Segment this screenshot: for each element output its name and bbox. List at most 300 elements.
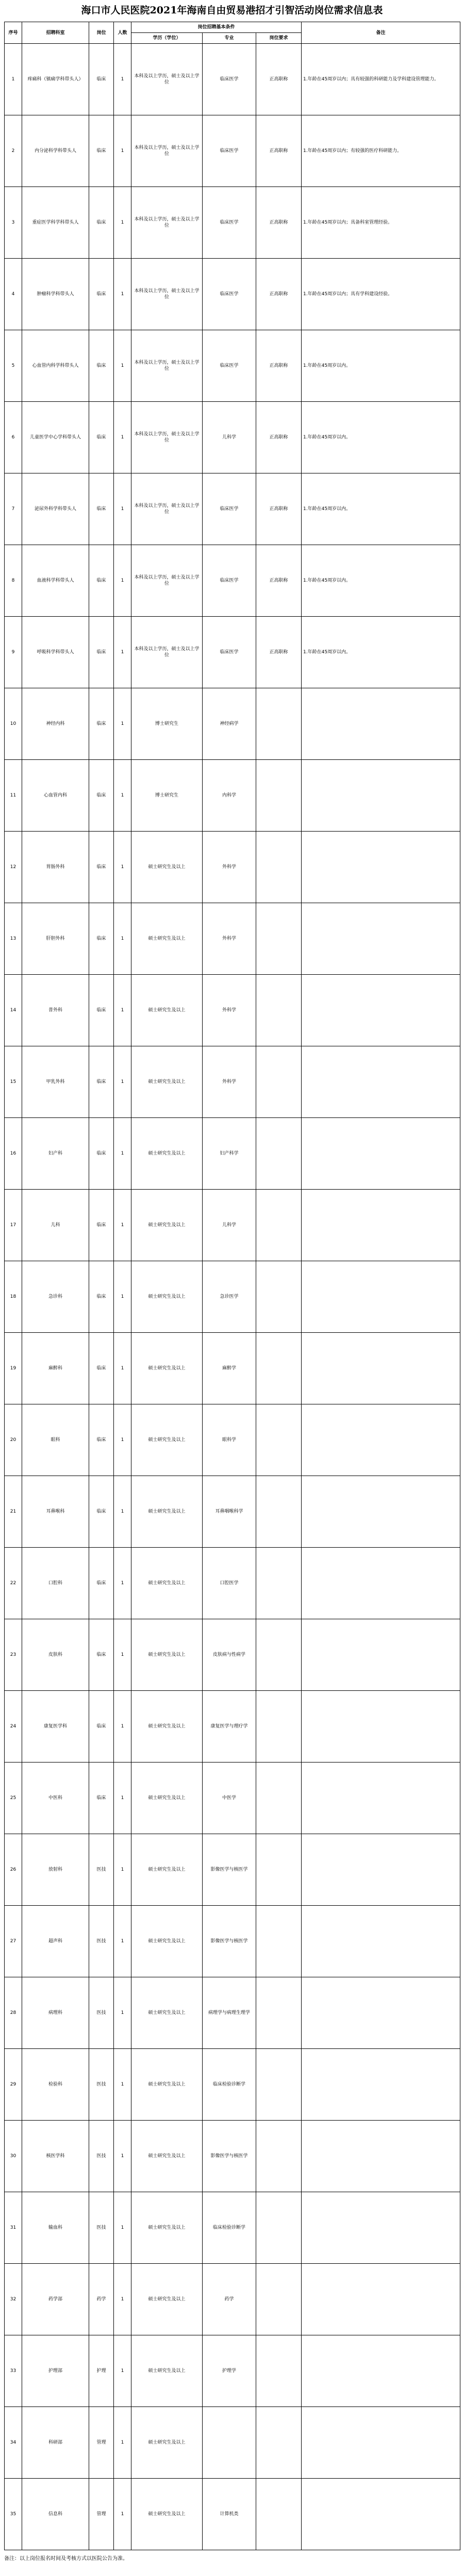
row-seq: 14 xyxy=(5,975,22,1046)
table-row xyxy=(5,2264,460,2335)
row-remark xyxy=(302,1261,460,1333)
table-row xyxy=(5,1190,460,1261)
row-seq: 22 xyxy=(5,1548,22,1619)
row-count: 1 xyxy=(114,1118,131,1190)
row-seq: 9 xyxy=(5,617,22,688)
row-dept: 病理科 xyxy=(22,1977,89,2049)
row-seq: 24 xyxy=(5,1691,22,1762)
row-count: 1 xyxy=(114,1691,131,1762)
row-seq: 17 xyxy=(5,1190,22,1261)
row-post: 临床 xyxy=(89,115,114,187)
row-remark xyxy=(302,1834,460,1906)
row-remark xyxy=(302,1190,460,1261)
row-post: 临床 xyxy=(89,1476,114,1548)
row-seq: 1 xyxy=(5,44,22,115)
row-education: 硕士研究生及以上 xyxy=(131,1834,203,1906)
header-group: 岗位招聘基本条件 xyxy=(131,22,302,33)
row-dept: 超声科 xyxy=(22,1906,89,1977)
row-major xyxy=(203,2407,256,2479)
header-remark: 备注 xyxy=(302,22,460,44)
row-major: 临床检验诊断学 xyxy=(203,2049,256,2121)
row-education: 硕士研究生及以上 xyxy=(131,1476,203,1548)
row-major: 临床检验诊断学 xyxy=(203,2192,256,2264)
row-post: 临床 xyxy=(89,402,114,473)
row-seq: 3 xyxy=(5,187,22,259)
row-count: 1 xyxy=(114,1404,131,1476)
row-education: 硕士研究生及以上 xyxy=(131,1691,203,1762)
row-post: 临床 xyxy=(89,617,114,688)
row-remark xyxy=(302,2049,460,2121)
row-remark: 1.年龄在45周岁以内；具有较强的科研能力及学科建设管理能力。 xyxy=(302,44,460,115)
table-row xyxy=(5,259,460,330)
row-seq: 31 xyxy=(5,2192,22,2264)
row-major: 神经病学 xyxy=(203,688,256,760)
row-remark xyxy=(302,2192,460,2264)
row-remark xyxy=(302,1333,460,1404)
table-row xyxy=(5,2049,460,2121)
row-seq: 19 xyxy=(5,1333,22,1404)
row-seq: 32 xyxy=(5,2264,22,2335)
header-seq: 序号 xyxy=(5,22,22,44)
row-dept: 中医科 xyxy=(22,1762,89,1834)
row-education: 硕士研究生及以上 xyxy=(131,1548,203,1619)
row-education: 硕士研究生及以上 xyxy=(131,1977,203,2049)
row-requirement xyxy=(256,975,302,1046)
row-major: 儿科学 xyxy=(203,402,256,473)
row-major: 药学 xyxy=(203,2264,256,2335)
row-education: 硕士研究生及以上 xyxy=(131,2121,203,2192)
row-education: 硕士研究生及以上 xyxy=(131,1906,203,1977)
table-row xyxy=(5,903,460,975)
table-row xyxy=(5,975,460,1046)
row-seq: 16 xyxy=(5,1118,22,1190)
table-row xyxy=(5,1333,460,1404)
row-count: 1 xyxy=(114,617,131,688)
row-education: 硕士研究生及以上 xyxy=(131,903,203,975)
row-requirement xyxy=(256,1834,302,1906)
table-row xyxy=(5,187,460,259)
row-requirement xyxy=(256,1691,302,1762)
row-education: 本科及以上学历，硕士及以上学位 xyxy=(131,473,203,545)
row-count: 1 xyxy=(114,2335,131,2407)
row-major: 临床医学 xyxy=(203,259,256,330)
row-count: 1 xyxy=(114,2479,131,2550)
row-major: 外科学 xyxy=(203,903,256,975)
table-row xyxy=(5,2121,460,2192)
row-seq: 23 xyxy=(5,1619,22,1691)
row-count: 1 xyxy=(114,115,131,187)
row-count: 1 xyxy=(114,545,131,617)
table-row xyxy=(5,1977,460,2049)
table-header-group-row xyxy=(5,22,460,33)
table-row xyxy=(5,2407,460,2479)
row-major: 内科学 xyxy=(203,760,256,832)
table-row xyxy=(5,2479,460,2550)
row-seq: 5 xyxy=(5,330,22,402)
row-count: 1 xyxy=(114,473,131,545)
row-requirement xyxy=(256,1906,302,1977)
row-dept: 肝胆外科 xyxy=(22,903,89,975)
row-remark xyxy=(302,1476,460,1548)
row-count: 1 xyxy=(114,2121,131,2192)
header-post: 岗位 xyxy=(89,22,114,44)
row-dept: 科研部 xyxy=(22,2407,89,2479)
row-education: 硕士研究生及以上 xyxy=(131,1261,203,1333)
row-post: 临床 xyxy=(89,330,114,402)
table-row xyxy=(5,1548,460,1619)
row-education: 本科及以上学历，硕士及以上学位 xyxy=(131,617,203,688)
row-count: 1 xyxy=(114,1476,131,1548)
row-post: 药学 xyxy=(89,2264,114,2335)
row-dept: 儿童医学中心学科带头人 xyxy=(22,402,89,473)
row-education: 硕士研究生及以上 xyxy=(131,1619,203,1691)
table-row xyxy=(5,1404,460,1476)
row-remark xyxy=(302,903,460,975)
row-dept: 重症医学科学科带头人 xyxy=(22,187,89,259)
table-row xyxy=(5,1046,460,1118)
row-post: 临床 xyxy=(89,1404,114,1476)
row-post: 临床 xyxy=(89,473,114,545)
row-dept: 耳鼻喉科 xyxy=(22,1476,89,1548)
row-post: 临床 xyxy=(89,1619,114,1691)
row-remark xyxy=(302,2335,460,2407)
row-count: 1 xyxy=(114,1762,131,1834)
table-row xyxy=(5,760,460,832)
row-seq: 18 xyxy=(5,1261,22,1333)
table-row xyxy=(5,473,460,545)
row-requirement xyxy=(256,2049,302,2121)
row-requirement xyxy=(256,760,302,832)
row-post: 临床 xyxy=(89,1046,114,1118)
row-requirement xyxy=(256,1476,302,1548)
row-education: 硕士研究生及以上 xyxy=(131,2049,203,2121)
row-count: 1 xyxy=(114,1333,131,1404)
row-post: 医技 xyxy=(89,2192,114,2264)
row-dept: 皮肤科 xyxy=(22,1619,89,1691)
row-post: 医技 xyxy=(89,1906,114,1977)
row-count: 1 xyxy=(114,1190,131,1261)
row-count: 1 xyxy=(114,44,131,115)
row-remark xyxy=(302,832,460,903)
row-requirement xyxy=(256,2192,302,2264)
row-remark xyxy=(302,1906,460,1977)
row-count: 1 xyxy=(114,259,131,330)
row-requirement: 正高职称 xyxy=(256,187,302,259)
row-major: 临床医学 xyxy=(203,473,256,545)
row-major: 口腔医学 xyxy=(203,1548,256,1619)
row-seq: 28 xyxy=(5,1977,22,2049)
row-remark xyxy=(302,1046,460,1118)
row-seq: 26 xyxy=(5,1834,22,1906)
row-dept: 肿瘤科学科带头人 xyxy=(22,259,89,330)
row-major: 临床医学 xyxy=(203,330,256,402)
row-requirement xyxy=(256,1118,302,1190)
table-row xyxy=(5,1619,460,1691)
row-remark xyxy=(302,1404,460,1476)
row-post: 临床 xyxy=(89,259,114,330)
row-seq: 8 xyxy=(5,545,22,617)
row-post: 管理 xyxy=(89,2479,114,2550)
row-requirement xyxy=(256,1977,302,2049)
row-education: 硕士研究生及以上 xyxy=(131,832,203,903)
table-row xyxy=(5,1261,460,1333)
row-dept: 泌尿外科学科带头人 xyxy=(22,473,89,545)
row-requirement xyxy=(256,1619,302,1691)
row-count: 1 xyxy=(114,187,131,259)
row-seq: 6 xyxy=(5,402,22,473)
row-education: 硕士研究生及以上 xyxy=(131,1762,203,1834)
row-post: 临床 xyxy=(89,688,114,760)
table-row xyxy=(5,402,460,473)
row-education: 硕士研究生及以上 xyxy=(131,975,203,1046)
row-major: 皮肤病与性病学 xyxy=(203,1619,256,1691)
row-remark xyxy=(302,1977,460,2049)
row-dept: 眼科 xyxy=(22,1404,89,1476)
row-seq: 35 xyxy=(5,2479,22,2550)
row-count: 1 xyxy=(114,1548,131,1619)
row-requirement xyxy=(256,1548,302,1619)
table-row xyxy=(5,1476,460,1548)
row-education: 硕士研究生及以上 xyxy=(131,1118,203,1190)
row-remark xyxy=(302,975,460,1046)
row-remark: 1.年龄在45周岁以内；具备科室管理经验。 xyxy=(302,187,460,259)
row-requirement xyxy=(256,2335,302,2407)
row-dept: 儿科 xyxy=(22,1190,89,1261)
row-education: 硕士研究生及以上 xyxy=(131,2479,203,2550)
row-seq: 10 xyxy=(5,688,22,760)
row-requirement: 正高职称 xyxy=(256,330,302,402)
table-row xyxy=(5,1691,460,1762)
row-dept: 内分泌科学科带头人 xyxy=(22,115,89,187)
row-remark xyxy=(302,2121,460,2192)
row-major: 耳鼻咽喉科学 xyxy=(203,1476,256,1548)
row-major: 影像医学与核医学 xyxy=(203,1834,256,1906)
row-requirement xyxy=(256,1762,302,1834)
row-dept: 心血管内科 xyxy=(22,760,89,832)
row-post: 临床 xyxy=(89,1548,114,1619)
row-post: 医技 xyxy=(89,2121,114,2192)
row-seq: 13 xyxy=(5,903,22,975)
row-education: 硕士研究生及以上 xyxy=(131,2264,203,2335)
row-education: 硕士研究生及以上 xyxy=(131,1190,203,1261)
row-dept: 麻醉科 xyxy=(22,1333,89,1404)
row-dept: 放射科 xyxy=(22,1834,89,1906)
row-count: 1 xyxy=(114,402,131,473)
row-dept: 普外科 xyxy=(22,975,89,1046)
row-seq: 11 xyxy=(5,760,22,832)
row-requirement xyxy=(256,2264,302,2335)
row-education: 本科及以上学历，硕士及以上学位 xyxy=(131,44,203,115)
row-education: 本科及以上学历，硕士及以上学位 xyxy=(131,259,203,330)
row-remark xyxy=(302,2264,460,2335)
table-row xyxy=(5,2192,460,2264)
row-post: 临床 xyxy=(89,1691,114,1762)
row-major: 临床医学 xyxy=(203,545,256,617)
row-remark xyxy=(302,760,460,832)
row-education: 本科及以上学历，硕士及以上学位 xyxy=(131,115,203,187)
row-post: 临床 xyxy=(89,1261,114,1333)
row-major: 外科学 xyxy=(203,1046,256,1118)
row-requirement xyxy=(256,1333,302,1404)
row-major: 麻醉学 xyxy=(203,1333,256,1404)
row-seq: 15 xyxy=(5,1046,22,1118)
row-seq: 12 xyxy=(5,832,22,903)
row-dept: 护理部 xyxy=(22,2335,89,2407)
row-dept: 疼痛科（镇痛学科带头人） xyxy=(22,44,89,115)
row-remark: 1.年龄在45周岁以内。 xyxy=(302,330,460,402)
row-education: 硕士研究生及以上 xyxy=(131,2335,203,2407)
row-requirement: 正高职称 xyxy=(256,402,302,473)
row-count: 1 xyxy=(114,760,131,832)
row-major: 护理学 xyxy=(203,2335,256,2407)
row-count: 1 xyxy=(114,1834,131,1906)
row-count: 1 xyxy=(114,330,131,402)
header-count: 人数 xyxy=(114,22,131,44)
row-education: 硕士研究生及以上 xyxy=(131,1046,203,1118)
table-row xyxy=(5,688,460,760)
row-dept: 心血管内科学科带头人 xyxy=(22,330,89,402)
row-post: 临床 xyxy=(89,1762,114,1834)
row-count: 1 xyxy=(114,1977,131,2049)
row-requirement: 正高职称 xyxy=(256,617,302,688)
row-count: 1 xyxy=(114,1046,131,1118)
table-row xyxy=(5,2335,460,2407)
row-requirement xyxy=(256,1190,302,1261)
row-requirement: 正高职称 xyxy=(256,545,302,617)
row-education: 硕士研究生及以上 xyxy=(131,1404,203,1476)
row-dept: 药学部 xyxy=(22,2264,89,2335)
row-remark xyxy=(302,2479,460,2550)
row-major: 儿科学 xyxy=(203,1190,256,1261)
row-major: 临床医学 xyxy=(203,44,256,115)
row-requirement xyxy=(256,1404,302,1476)
row-count: 1 xyxy=(114,1906,131,1977)
row-dept: 检验科 xyxy=(22,2049,89,2121)
row-seq: 7 xyxy=(5,473,22,545)
row-remark: 1.年龄在45周岁以内。 xyxy=(302,545,460,617)
row-requirement: 正高职称 xyxy=(256,115,302,187)
row-seq: 25 xyxy=(5,1762,22,1834)
row-dept: 急诊科 xyxy=(22,1261,89,1333)
row-count: 1 xyxy=(114,2264,131,2335)
row-major: 急诊医学 xyxy=(203,1261,256,1333)
row-seq: 2 xyxy=(5,115,22,187)
row-post: 临床 xyxy=(89,1333,114,1404)
row-count: 1 xyxy=(114,975,131,1046)
row-requirement xyxy=(256,2121,302,2192)
row-count: 1 xyxy=(114,1619,131,1691)
row-post: 医技 xyxy=(89,2049,114,2121)
row-major: 计算机类 xyxy=(203,2479,256,2550)
row-requirement: 正高职称 xyxy=(256,473,302,545)
row-dept: 呼吸科学科带头人 xyxy=(22,617,89,688)
row-requirement: 正高职称 xyxy=(256,259,302,330)
row-remark xyxy=(302,1548,460,1619)
row-count: 1 xyxy=(114,2049,131,2121)
row-requirement xyxy=(256,688,302,760)
table-row xyxy=(5,1834,460,1906)
row-seq: 30 xyxy=(5,2121,22,2192)
row-post: 护理 xyxy=(89,2335,114,2407)
row-dept: 神经内科 xyxy=(22,688,89,760)
header-major: 专业 xyxy=(203,33,256,44)
row-major: 病理学与病理生理学 xyxy=(203,1977,256,2049)
table-row xyxy=(5,1762,460,1834)
recruitment-table xyxy=(4,22,460,2550)
row-remark: 1.年龄在45周岁以内。 xyxy=(302,402,460,473)
row-seq: 33 xyxy=(5,2335,22,2407)
row-major: 眼科学 xyxy=(203,1404,256,1476)
row-major: 影像医学与核医学 xyxy=(203,2121,256,2192)
row-remark xyxy=(302,1691,460,1762)
table-row xyxy=(5,545,460,617)
row-post: 临床 xyxy=(89,1118,114,1190)
row-count: 1 xyxy=(114,2407,131,2479)
row-dept: 信息科 xyxy=(22,2479,89,2550)
footnote: 备注：以上岗位报名时间及考核方式以医院公告为准。 xyxy=(4,2556,128,2562)
row-major: 临床医学 xyxy=(203,115,256,187)
row-count: 1 xyxy=(114,688,131,760)
header-education: 学历（学位） xyxy=(131,33,203,44)
row-post: 临床 xyxy=(89,832,114,903)
row-education: 本科及以上学历，硕士及以上学位 xyxy=(131,187,203,259)
row-remark xyxy=(302,2407,460,2479)
row-remark: 1.年龄在45周岁以内；有较强的医疗科研能力。 xyxy=(302,115,460,187)
row-dept: 甲乳外科 xyxy=(22,1046,89,1118)
row-dept: 胃肠外科 xyxy=(22,832,89,903)
row-remark: 1.年龄在45周岁以内。 xyxy=(302,617,460,688)
row-education: 硕士研究生及以上 xyxy=(131,1333,203,1404)
row-education: 硕士研究生及以上 xyxy=(131,2192,203,2264)
row-seq: 34 xyxy=(5,2407,22,2479)
row-remark xyxy=(302,688,460,760)
row-count: 1 xyxy=(114,1261,131,1333)
row-seq: 4 xyxy=(5,259,22,330)
row-requirement xyxy=(256,1046,302,1118)
row-post: 临床 xyxy=(89,44,114,115)
row-major: 外科学 xyxy=(203,832,256,903)
row-requirement: 正高职称 xyxy=(256,44,302,115)
row-count: 1 xyxy=(114,832,131,903)
row-major: 康复医学与理疗学 xyxy=(203,1691,256,1762)
row-remark xyxy=(302,1118,460,1190)
row-post: 临床 xyxy=(89,975,114,1046)
row-requirement xyxy=(256,2407,302,2479)
row-dept: 血液科学科带头人 xyxy=(22,545,89,617)
row-post: 临床 xyxy=(89,187,114,259)
table-row xyxy=(5,44,460,115)
row-major: 外科学 xyxy=(203,975,256,1046)
row-education: 本科及以上学历，硕士及以上学位 xyxy=(131,402,203,473)
row-education: 本科及以上学历，硕士及以上学位 xyxy=(131,545,203,617)
row-dept: 口腔科 xyxy=(22,1548,89,1619)
row-major: 妇产科学 xyxy=(203,1118,256,1190)
row-dept: 输血科 xyxy=(22,2192,89,2264)
row-major: 临床医学 xyxy=(203,187,256,259)
table-row xyxy=(5,617,460,688)
row-seq: 29 xyxy=(5,2049,22,2121)
row-post: 医技 xyxy=(89,1834,114,1906)
row-dept: 康复医学科 xyxy=(22,1691,89,1762)
row-count: 1 xyxy=(114,2192,131,2264)
table-row xyxy=(5,330,460,402)
row-post: 医技 xyxy=(89,1977,114,2049)
row-education: 硕士研究生及以上 xyxy=(131,2407,203,2479)
row-remark xyxy=(302,1619,460,1691)
row-seq: 27 xyxy=(5,1906,22,1977)
row-dept: 核医学科 xyxy=(22,2121,89,2192)
row-education: 本科及以上学历，硕士及以上学位 xyxy=(131,330,203,402)
